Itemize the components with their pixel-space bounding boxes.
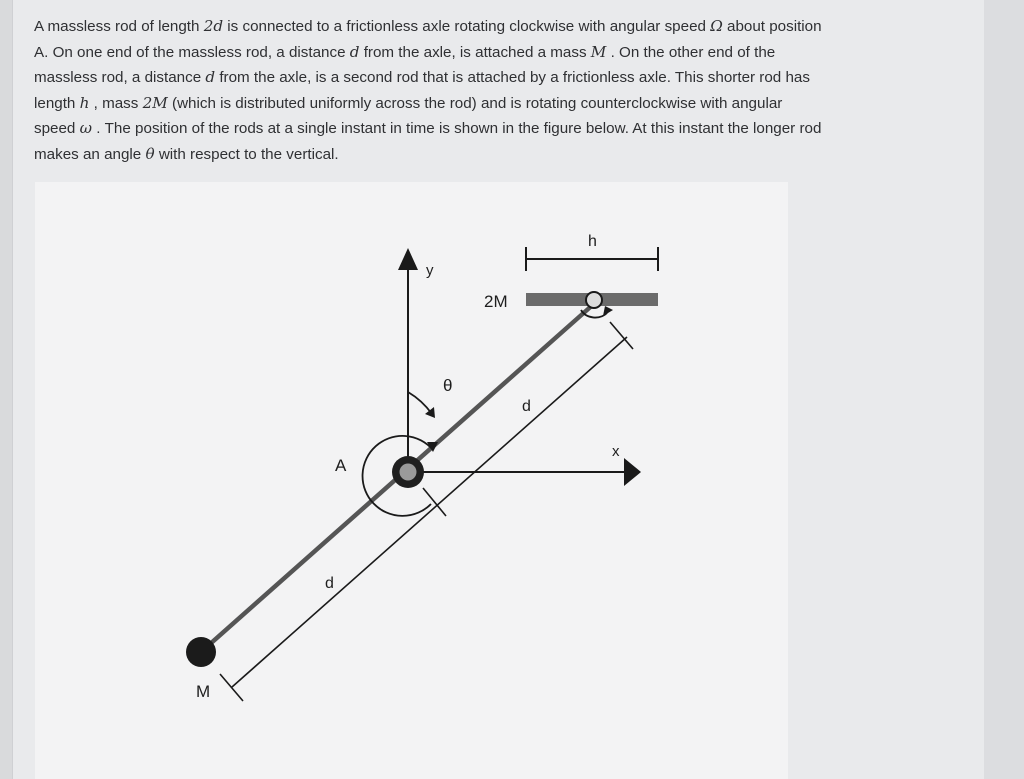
problem-statement xyxy=(34,14,969,168)
text-segment: length xyxy=(34,94,80,112)
d-tick-top xyxy=(610,322,633,349)
text-segment: . On the other end of the xyxy=(606,43,776,61)
math-omega-lower: ω xyxy=(79,119,92,138)
h-label: h xyxy=(588,233,597,250)
d-upper-label: d xyxy=(522,398,531,415)
math-h: h xyxy=(79,93,90,112)
problem-line-3 xyxy=(34,65,969,91)
text-segment: , mass xyxy=(89,94,143,112)
d-tick-bottom xyxy=(220,674,243,701)
math-d: d xyxy=(205,68,216,87)
text-segment: A massless rod of length xyxy=(34,18,204,35)
text-segment: speed xyxy=(34,120,80,138)
x-axis-label: x xyxy=(612,443,620,460)
text-segment: about position xyxy=(722,18,822,35)
math-M: M xyxy=(590,42,607,61)
math-2M: 2M xyxy=(142,93,168,112)
d-dimension-line xyxy=(232,337,627,687)
x-axis-arrow-icon xyxy=(624,458,641,486)
text-segment: massless rod, a distance xyxy=(34,69,206,87)
math-2d: 2d xyxy=(203,17,224,35)
figure-panel xyxy=(35,182,788,779)
problem-line-6 xyxy=(34,142,969,168)
page-edge-left xyxy=(0,0,12,779)
axle-a-hub xyxy=(400,464,417,481)
math-theta: θ xyxy=(145,144,155,163)
rod-diagram xyxy=(35,182,788,779)
text-segment: from the axle, is a second rod that is attached by a frictionless axle. This shorter rod has xyxy=(215,69,810,87)
mass-m-label: M xyxy=(196,682,211,701)
axle-label: A xyxy=(335,456,347,475)
upper-rotation-arrow-icon xyxy=(603,306,613,316)
mass-2m-label: 2M xyxy=(484,292,508,311)
theta-arc-arrow-icon xyxy=(425,407,435,418)
upper-axle xyxy=(586,292,602,308)
text-segment: . The position of the rods at a single instant in time is shown in the figure below. At this instant the longer rod xyxy=(92,120,822,138)
math-d: d xyxy=(349,42,360,61)
text-segment: (which is distributed uniformly across the rod) and is rotating counterclockwise with angular xyxy=(167,94,783,112)
d-lower-label: d xyxy=(325,575,334,592)
text-segment: from the axle, is attached a mass xyxy=(359,43,591,61)
problem-line-1 xyxy=(34,14,969,40)
problem-line-2 xyxy=(34,40,969,66)
d-tick-middle xyxy=(423,488,446,516)
y-axis-arrow-icon xyxy=(398,248,418,270)
mass-m xyxy=(186,637,216,667)
text-segment: is connected to a frictionless axle rotating clockwise with angular speed xyxy=(223,18,711,35)
problem-line-5 xyxy=(34,116,969,142)
problem-line-4 xyxy=(34,91,969,117)
theta-label: θ xyxy=(443,376,453,395)
text-segment: A. On one end of the massless rod, a distance xyxy=(34,43,350,61)
text-segment: with respect to the vertical. xyxy=(154,145,339,163)
y-axis-label: y xyxy=(426,262,434,279)
text-segment: makes an angle xyxy=(34,145,146,163)
math-omega-upper: Ω xyxy=(710,17,723,35)
theta-arc xyxy=(408,392,432,414)
page-edge-right xyxy=(984,0,1024,779)
